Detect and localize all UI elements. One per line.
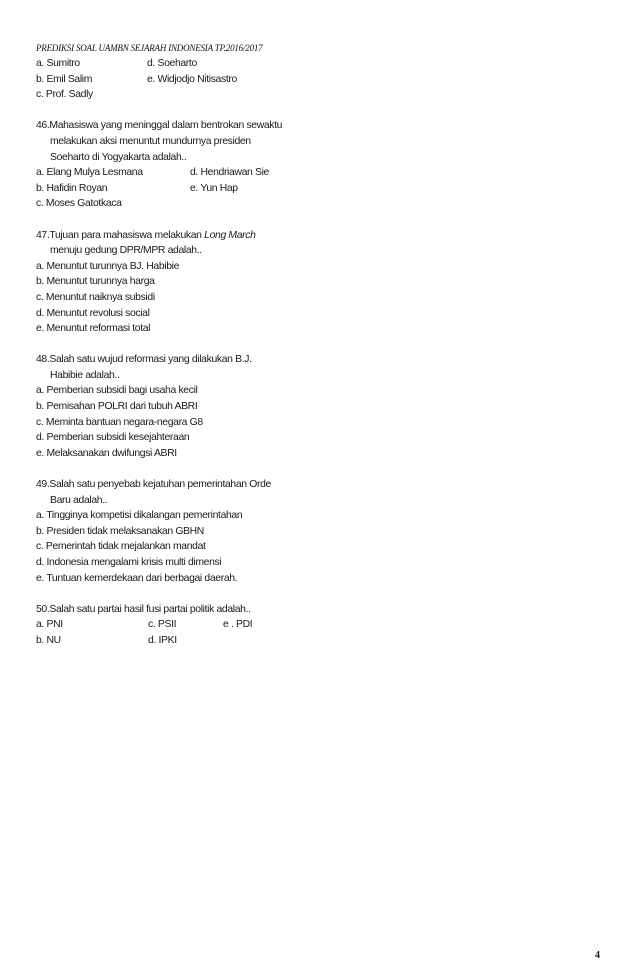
question-stem: 48.Salah satu wujud reformasi yang dilakukan B.J. (36, 354, 252, 366)
option-c: c. Menuntut naiknya subsidi (36, 291, 155, 303)
option-row (36, 181, 576, 197)
option-c: c. Meminta bantuan negara-negara G8 (36, 416, 203, 428)
stem-italic-text: Long March (204, 229, 256, 241)
option-d: d. Pemberian subsidi kesejahteraan (36, 432, 190, 444)
question-stem: Habibie adalah.. (50, 369, 120, 381)
question-stem: menuju gedung DPR/MPR adalah.. (50, 245, 202, 257)
option-b: b. Presiden tidak melaksanakan GBHN (36, 525, 204, 537)
question-50 (36, 602, 576, 649)
option-row (36, 72, 576, 88)
option-a: a. Tingginya kompetisi dikalangan pemerintahan (36, 510, 243, 522)
option-c: c. Pemerintah tidak mejalankan mandat (36, 541, 206, 553)
option-e: e. Menuntut reformasi total (36, 323, 151, 335)
option-c: c. PSII (148, 619, 177, 631)
option-row (36, 165, 576, 181)
option-d: d. Soeharto (147, 58, 197, 69)
option-e: e. Tuntuan kemerdekaan dari berbagai daerah. (36, 572, 238, 584)
option-d: d. IPKI (148, 634, 177, 646)
question-46 (36, 118, 576, 212)
question-47 (36, 228, 576, 337)
option-b: b. Emil Salim (36, 73, 93, 85)
option-b: b. Menuntut turunnya harga (36, 276, 155, 288)
option-row (36, 56, 576, 72)
option-e: e . PDI (223, 619, 253, 631)
option-d: d. Menuntut revolusi social (36, 307, 150, 319)
option-b: b. NU (36, 634, 61, 646)
question-stem: 49.Salah satu penyebab kejatuhan pemerintahan Orde (36, 479, 271, 491)
option-row (36, 196, 576, 212)
question-stem: 50.Salah satu partai hasil fusi partai politik adalah.. (36, 603, 251, 615)
option-row (36, 87, 576, 103)
page-number: 4 (595, 950, 600, 961)
question-stem: melakukan aksi menuntut mundurnya presiden (50, 135, 251, 147)
question-stem: 46.Mahasiswa yang meninggal dalam bentrokan sewaktu (36, 120, 283, 132)
question-48 (36, 352, 576, 461)
question-stem: Soeharto di Yogyakarta adalah.. (50, 151, 187, 163)
option-d: d. Indonesia mengalami krisis multi dimensi (36, 557, 222, 568)
option-d: d. Hendriawan Sie (190, 167, 269, 179)
question-stem: Baru adalah.. (50, 494, 108, 506)
option-c: c. Moses Gatotkaca (36, 198, 122, 210)
option-a: a. Sumitro (36, 58, 80, 69)
question-49 (36, 477, 576, 586)
question-stem (36, 228, 576, 244)
option-b: b. Hafidin Royan (36, 182, 108, 194)
option-e: e. Widjodjo Nitisastro (147, 73, 237, 85)
option-c: c. Prof. Sadly (36, 89, 93, 101)
option-b: b. Pemisahan POLRI dari tubuh ABRI (36, 401, 198, 413)
option-a: a. PNI (36, 619, 63, 631)
stem-text: 47.Tujuan para mahasiswa melakukan (36, 229, 205, 241)
option-a: a. Elang Mulya Lesmana (36, 167, 143, 179)
question-content (36, 56, 576, 649)
option-a: a. Pemberian subsidi bagi usaha kecil (36, 385, 198, 397)
option-e: e. Melaksanakan dwifungsi ABRI (36, 447, 177, 459)
option-a: a. Menuntut turunnya BJ. Habibie (36, 260, 180, 272)
option-e: e. Yun Hap (190, 182, 238, 194)
option-row (36, 617, 576, 633)
option-row (36, 633, 576, 649)
page-header: PREDIKSI SOAL UAMBN SEJARAH INDONESIA TP.2016/2017 (36, 43, 263, 53)
